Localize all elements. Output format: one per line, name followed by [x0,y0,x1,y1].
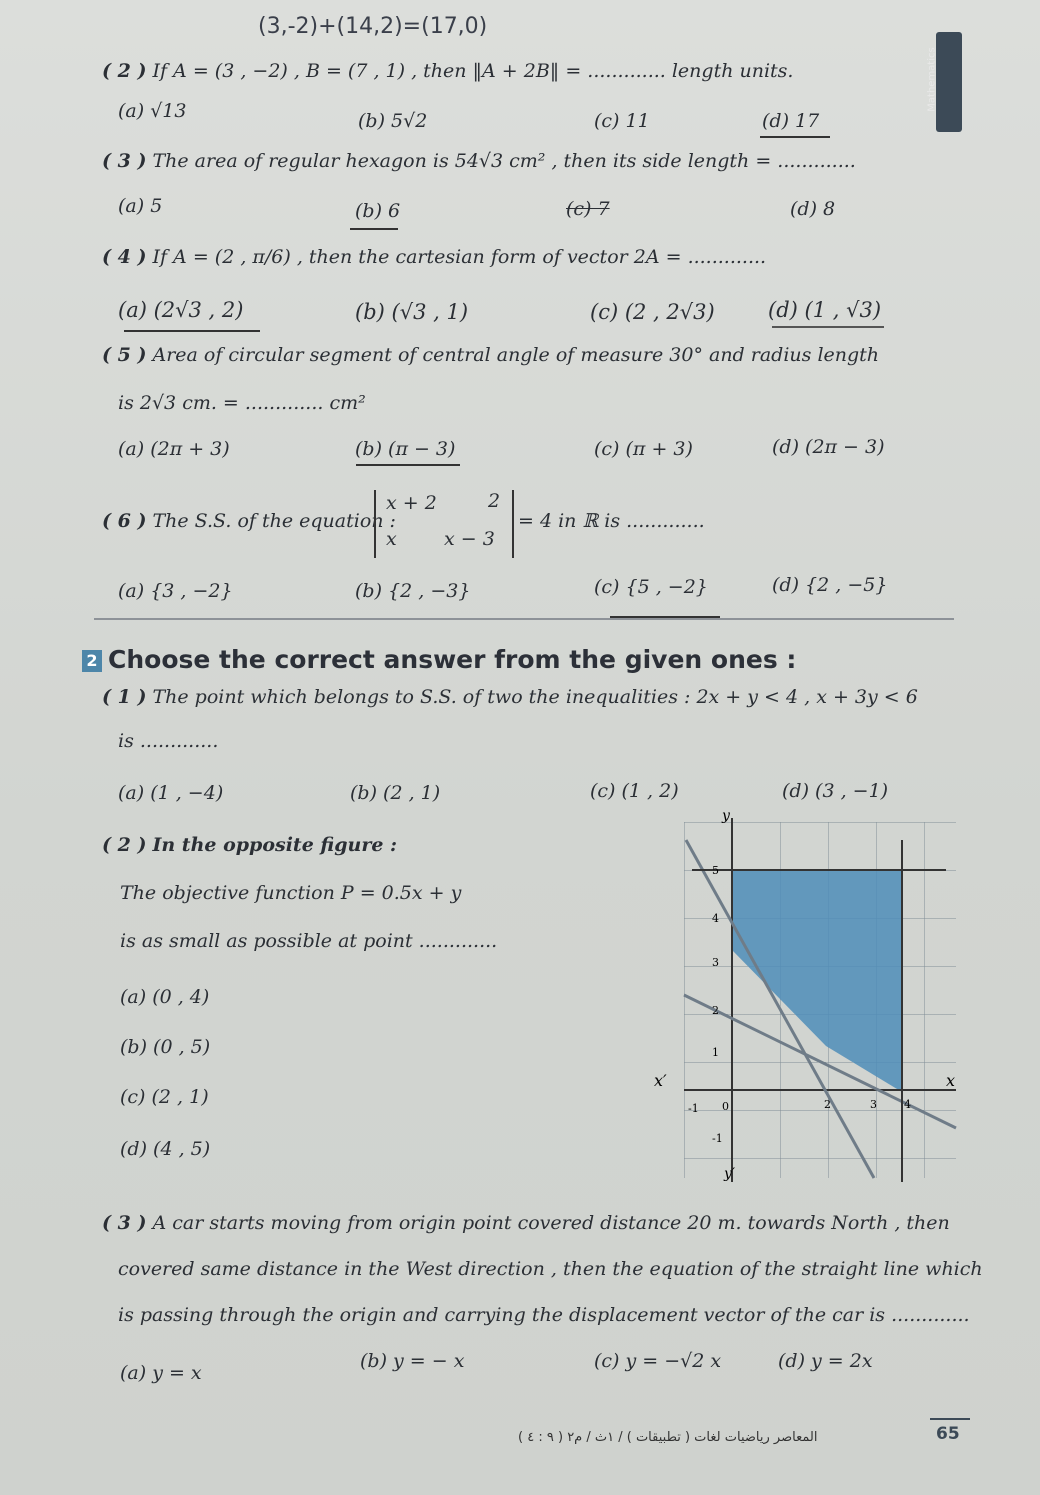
option-a: (a) (1 , −4) [118,782,224,804]
question-5-line2: is 2√3 cm. = ............. cm² [118,392,366,414]
option-c: (c) (π + 3) [594,438,693,460]
answer-underline [124,330,260,332]
x-tick: 4 [904,1098,911,1111]
page-number: 65 [936,1424,960,1444]
question-text: In the opposite figure : [152,834,398,856]
question-text: The S.S. of the equation : [152,510,396,532]
side-tab-label: Mathematics [926,47,938,112]
question-text: The point which belongs to S.S. of two the inequalities : 2x + y < 4 , x + 3y < 6 [152,686,918,708]
option-c: (c) 7 [566,198,610,220]
question-number: ( 2 ) [102,60,147,82]
s2-question-3 [102,1212,950,1236]
s2-question-1-line2: is ............. [118,730,219,752]
x-tick: 3 [870,1098,877,1111]
s2-question-3-line3: is passing through the origin and carrying the displacement vector of the car is ............. [118,1304,970,1326]
option-d: (d) {2 , −5} [772,574,888,596]
option-a: (a) √13 [118,100,187,122]
s2-question-2-line2: The objective function P = 0.5x + y [120,882,462,904]
y-tick: -1 [712,1132,723,1145]
option-a: (a) y = x [120,1362,202,1384]
s2-question-3-line2: covered same distance in the West direction , then the equation of the straight line which [118,1258,983,1280]
question-4 [102,246,766,270]
option-b: (b) (π − 3) [355,438,456,460]
option-a: (a) 5 [118,195,163,217]
question-5 [102,344,879,368]
x-tick: -1 [688,1102,699,1115]
option-b: (b) 5√2 [358,110,428,132]
section-divider [94,618,954,620]
option-c: (c) y = −√2 x [594,1350,722,1372]
y-tick: 1 [712,1046,719,1059]
question-number: ( 4 ) [102,246,147,268]
x-tick: 2 [824,1098,831,1111]
y-label-neg: y′ [724,1166,736,1182]
question-number: ( 3 ) [102,150,147,172]
footer-text: المعاصر رياضيات لغات ( تطبيقات ) / ١ث / م٢ ( ٩ : ٤ ) [518,1430,818,1445]
question-number: ( 5 ) [102,344,147,366]
option-b: (b) y = − x [360,1350,465,1372]
option-b: (b) 6 [355,200,401,222]
y-tick: 5 [712,864,719,877]
question-number: ( 2 ) [102,834,147,856]
question-number: ( 3 ) [102,1212,147,1234]
option-d: (d) 8 [790,198,836,220]
x-tick: 0 [722,1100,729,1113]
x-label: x [946,1071,956,1090]
det-cell: 2 [488,490,501,512]
question-text: Area of circular segment of central angle of measure 30° and radius length [152,344,880,366]
side-tab [926,32,962,132]
y-tick: 3 [712,956,719,969]
s2-question-2 [102,834,397,858]
option-b: (b) {2 , −3} [355,580,471,602]
option-c: (c) (2 , 2√3) [590,300,715,324]
linear-programming-graph [640,810,960,1190]
option-d: (d) y = 2x [778,1350,873,1372]
y-tick: 4 [712,912,719,925]
option-d: (d) (4 , 5) [120,1138,211,1160]
det-cell: x + 2 [386,492,437,514]
option-d: (d) (2π − 3) [772,436,885,458]
question-number: ( 6 ) [102,510,147,532]
scribble-mark [772,326,884,328]
s2-question-1 [102,686,918,710]
option-b: (b) (√3 , 1) [355,300,469,324]
x-label-neg: x′ [654,1071,667,1090]
option-a: (a) (0 , 4) [120,986,210,1008]
answer-underline [760,136,830,138]
answer-underline [350,228,398,230]
question-text: If A = (2 , π/6) , then the cartesian form of vector 2A = ............. [152,246,767,268]
section-badge: 2 [82,650,102,672]
s2-question-2-line3: is as small as possible at point ............. [120,930,498,952]
question-6-tail: = 4 in ℝ is ............. [518,510,705,532]
option-b: (b) (2 , 1) [350,782,441,804]
option-d: (d) 17 [762,110,820,132]
handwritten-calculation: (3,-2)+(14,2)=(17,0) [258,14,488,39]
det-cell: x [386,528,397,550]
section-title: Choose the correct answer from the given ones : [108,645,797,674]
option-a: (a) (2π + 3) [118,438,230,460]
option-d: (d) (3 , −1) [782,780,889,802]
question-2 [102,60,793,84]
question-number: ( 1 ) [102,686,147,708]
question-text: A car starts moving from origin point covered distance 20 m. towards North , then [152,1212,950,1234]
question-3 [102,150,856,174]
question-text: The area of regular hexagon is 54√3 cm² , then its side length = ............. [152,150,856,172]
y-tick: 2 [712,1004,719,1017]
question-6 [102,510,396,534]
option-a: (a) {3 , −2} [118,580,233,602]
option-c: (c) (1 , 2) [590,780,679,802]
option-a: (a) (2√3 , 2) [118,298,244,322]
question-text: If A = (3 , −2) , B = (7 , 1) , then ‖A + 2B‖ = ............. length units. [152,60,794,82]
determinant [374,490,514,558]
answer-underline [356,464,460,466]
option-c: (c) {5 , −2} [594,576,708,598]
option-b: (b) (0 , 5) [120,1036,211,1058]
page-number-rule [930,1418,970,1420]
option-c: (c) (2 , 1) [120,1086,209,1108]
option-c: (c) 11 [594,110,650,132]
option-d: (d) (1 , √3) [768,298,882,322]
det-cell: x − 3 [444,528,495,550]
y-label: y [722,810,730,824]
